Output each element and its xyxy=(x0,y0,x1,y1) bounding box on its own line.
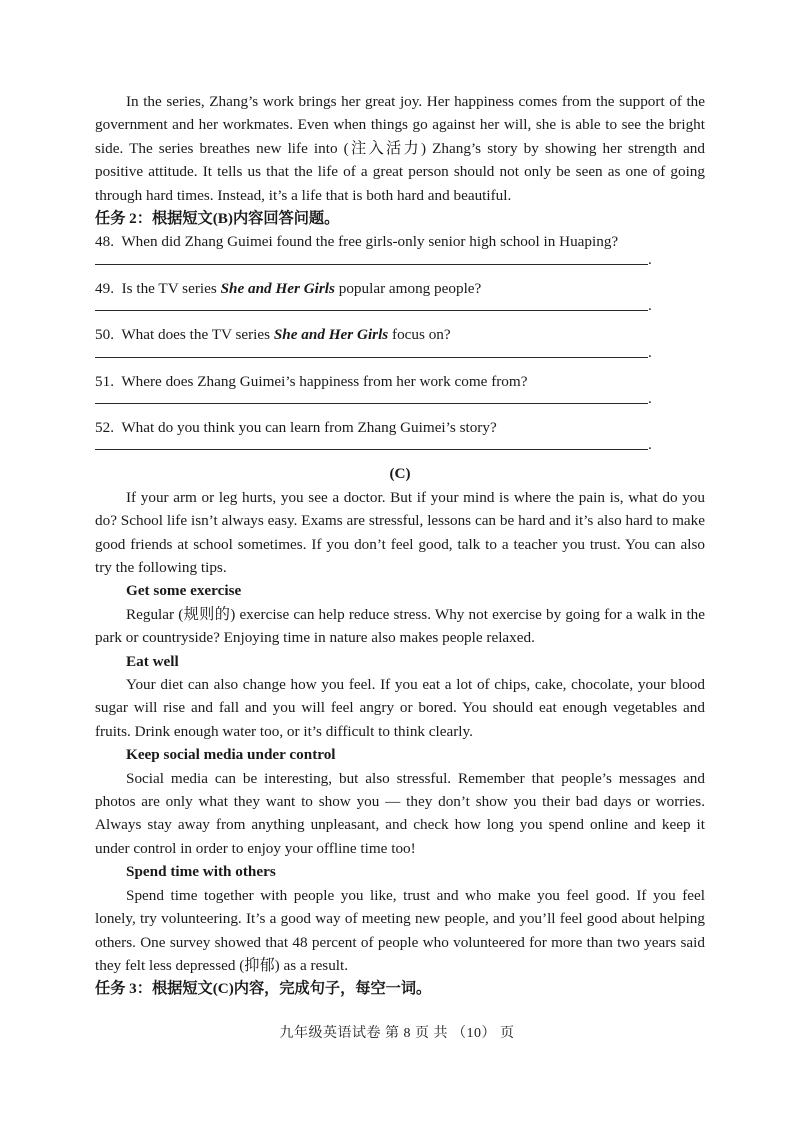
question-number: 50. xyxy=(95,326,114,344)
series-title: She and Her Girls xyxy=(220,279,335,297)
question-51 xyxy=(95,370,705,416)
question-number: 48. xyxy=(95,233,114,251)
answer-line-49[interactable]: . xyxy=(95,300,705,323)
exam-page xyxy=(95,90,705,1001)
tip-heading-others: Spend time with others xyxy=(126,863,276,881)
task3-title: 任务 3：根据短文(C)内容，完成句子，每空一词。 xyxy=(95,980,432,998)
question-number: 52. xyxy=(95,419,114,436)
task2-title: 任务 2：根据短文(B)内容回答问题。 xyxy=(95,210,340,228)
question-text: When did Zhang Guimei found the free girls-only senior high school in Huaping? xyxy=(121,233,619,251)
tip-text-social-media: Social media can be interesting, but also stressful. Remember that people’s messages and photos are only what they want to show you — they don’t show you their bad days or worries. Always stay away from anything unpleasant, and check how long you spend online and keep it under control in order to enjoy your offline time too! xyxy=(95,769,705,857)
section-c-intro: If your arm or leg hurts, you see a doctor. But if your mind is where the pain is, what do you do? School life isn’t always easy. Exams are stressful, lessons can be hard and it’s also hard to make good friends at school sometimes. If you don’t feel good, talk to a teacher you trust. You can also try the following tips. xyxy=(95,488,705,577)
series-title: She and Her Girls xyxy=(273,326,389,344)
question-52 xyxy=(95,416,705,462)
question-text-tail: focus on? xyxy=(388,326,451,344)
question-50 xyxy=(95,323,705,369)
tip-text-others: Spend time together with people you like, trust and who make you feel good. If you feel lonely, try volunteering. It’s a good way of meeting new people, and you’ll feel good about helping others. One survey showed that 48 percent of people who volunteered for more than two years said they felt less depressed (抑郁) as a result. xyxy=(95,886,705,974)
intro-paragraph: In the series, Zhang’s work brings her great joy. Her happiness comes from the support of the government and her workmates. Even when things go against her will, she is able to see the bright side. The series breathes new life into (注入活力) Zhang’s story by showing her strength and positive attitude. It tells us that the life of a great person should not only be seen as one of going through hard times. Instead, it’s a life that is both hard and beautiful. xyxy=(95,93,705,204)
answer-line-51[interactable]: . xyxy=(95,393,705,416)
tip-text-exercise: Regular (规则的) exercise can help reduce stress. Why not exercise by going for a walk in the park or countryside? Enjoying time in nature also makes people relaxed. xyxy=(95,605,705,647)
tip-heading-eat-well: Eat well xyxy=(126,652,179,670)
question-text-tail: popular among people? xyxy=(334,279,482,297)
answer-line-48[interactable]: . xyxy=(95,254,705,277)
question-number: 49. xyxy=(95,279,114,297)
question-number: 51. xyxy=(95,372,114,390)
task2-questions xyxy=(95,230,705,462)
question-text: What do you think you can learn from Zhang Guimei’s story? xyxy=(121,419,497,436)
section-c-label: (C) xyxy=(389,465,411,483)
question-48 xyxy=(95,230,705,276)
tip-text-eat-well: Your diet can also change how you feel. If you eat a lot of chips, cake, chocolate, your blood sugar will rise and fall and you will feel angry or bored. You should eat enough vegetables and fruits. Drink enough water too, or it’s difficult to think clearly. xyxy=(95,676,705,740)
question-text: Is the TV series xyxy=(121,279,221,297)
tip-heading-exercise: Get some exercise xyxy=(126,582,242,600)
answer-line-52[interactable]: . xyxy=(95,439,705,462)
page-footer: 九年级英语试卷 第 8 页 共 （10） 页 xyxy=(279,1026,515,1041)
question-text: What does the TV series xyxy=(121,326,274,344)
tip-heading-social-media: Keep social media under control xyxy=(126,746,336,764)
answer-line-50[interactable]: . xyxy=(95,347,705,370)
question-text: Where does Zhang Guimei’s happiness from her work come from? xyxy=(121,372,528,390)
question-49 xyxy=(95,277,705,323)
